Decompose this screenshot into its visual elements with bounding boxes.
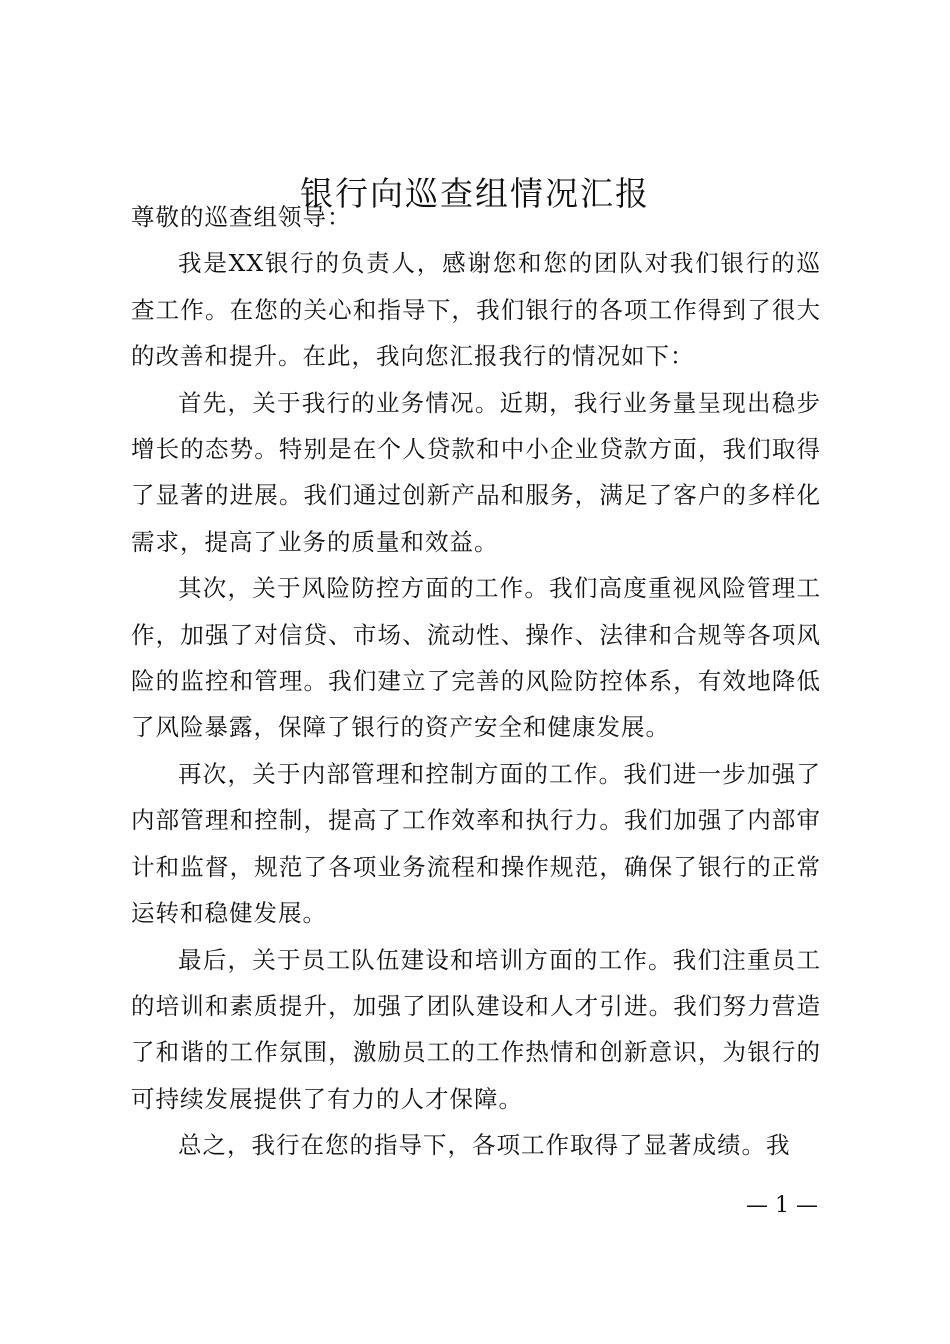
salutation: 尊敬的巡查组领导： — [131, 203, 352, 231]
paragraph-staff-training: 最后，关于员工队伍建设和培训方面的工作。我们注重员工的培训和素质提升，加强了团队建设和人才引进。我们努力营造了和谐的工作氛围，激励员工的工作热情和创新意识，为银行的可持续发展提供了有力的人才保障。 — [131, 945, 821, 1113]
paragraph-intro: 我是XX银行的负责人，感谢您和您的团队对我们银行的巡查工作。在您的关心和指导下，我们银行的各项工作得到了很大的改善和提升。在此，我向您汇报我行的情况如下： — [131, 249, 821, 371]
paragraph-internal-management: 再次，关于内部管理和控制方面的工作。我们进一步加强了内部管理和控制，提高了工作效率和执行力。我们加强了内部审计和监督，规范了各项业务流程和操作规范，确保了银行的正常运转和稳健发展。 — [131, 759, 821, 928]
document-title: 银行向巡查组情况汇报 — [300, 174, 650, 213]
document-body — [131, 194, 821, 1169]
paragraph-business: 首先，关于我行的业务情况。近期，我行业务量呈现出稳步增长的态势。特别是在个人贷款和中小企业贷款方面，我们取得了显著的进展。我们通过创新产品和服务，满足了客户的多样化需求，提高了业务的质量和效益。 — [131, 388, 821, 556]
page-number: — 1 — — [746, 1193, 818, 1218]
paragraph-summary: 总之，我行在您的指导下，各项工作取得了显著成绩。我 — [178, 1131, 791, 1160]
paragraph-risk-control: 其次，关于风险防控方面的工作。我们高度重视风险管理工作，加强了对信贷、市场、流动性、操作、法律和合规等各项风险的监控和管理。我们建立了完善的风险防控体系，有效地降低了风险暴露，保障了银行的资产安全和健康发展。 — [131, 574, 821, 742]
